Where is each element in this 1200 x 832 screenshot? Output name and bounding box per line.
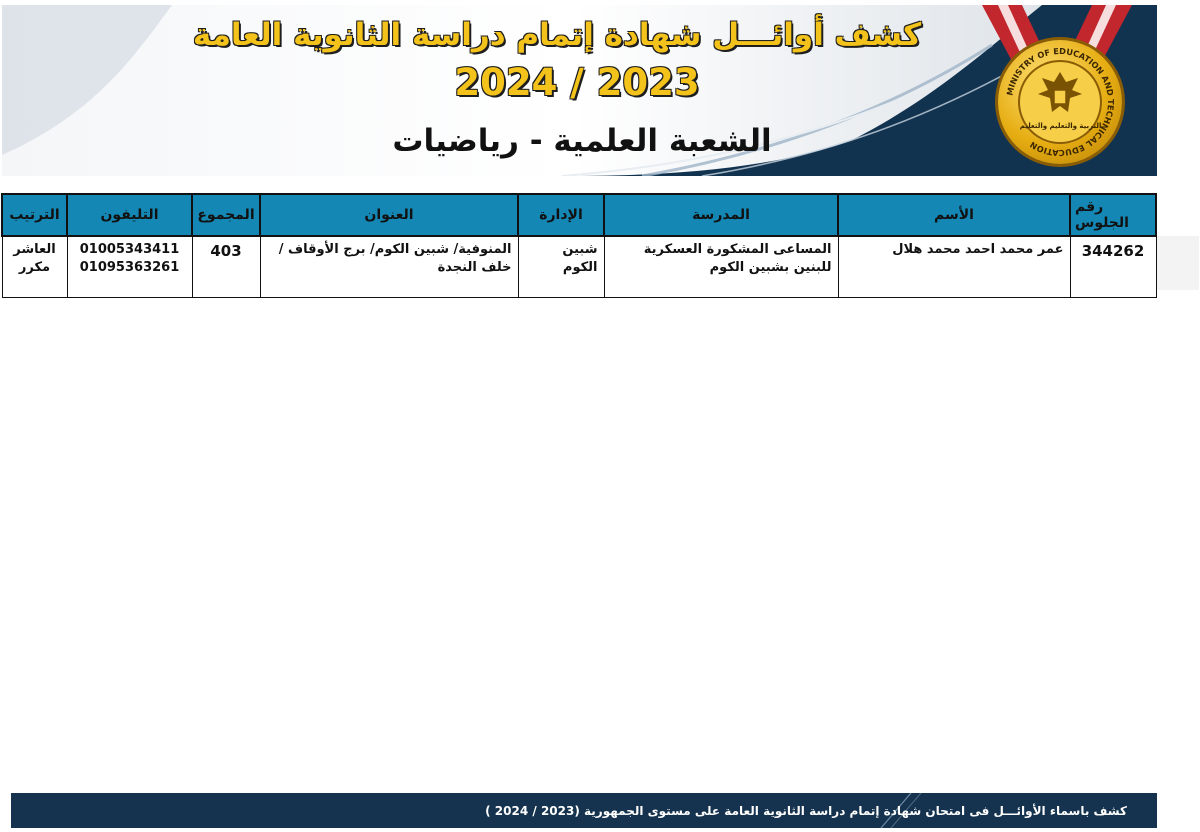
column-header-address: العنوان [260,194,518,236]
cell-address: المنوفية/ شبين الكوم/ برج الأوقاف / خلف النجدة [260,236,518,298]
banner-year: 2024 / 2023 [454,61,700,104]
banner-title: كشف أوائـــل شهادة إتمام دراسة الثانوية العامة [192,17,922,53]
row-overflow-shade [1157,236,1199,290]
seal-center [1018,60,1102,144]
column-header-administration: الإدارة [518,194,604,236]
phone-number-1: 01005343411 [79,242,180,257]
egypt-eagle-icon [1018,60,1102,144]
phone-number-2: 01095363261 [79,259,180,275]
cell-name: عمر محمد احمد محمد هلال [838,236,1070,298]
column-header-name: الأسم [838,194,1070,236]
ministry-seal [998,40,1122,164]
footer-bar [11,793,1157,828]
column-header-seat-number: رقم الجلوس [1070,194,1156,236]
results-table [1,193,1157,298]
svg-text:MINISTRY OF EDUCATION AND TECH: MINISTRY OF EDUCATION AND TECHNICAL EDUCATION [1004,45,1117,159]
table-row [2,236,1156,298]
column-header-rank: الترتيب [2,194,67,236]
cell-total: 403 [192,236,260,298]
seal-inner-text: التربية والتعليم والتعليم [1019,122,1102,130]
column-header-school: المدرسة [604,194,838,236]
footer-text: كشف باسماء الأوائـــل فى امتحان شهادة إتمام دراسة الثانوية العامة على مستوى الجمهورية (2023 / 2024 ) [485,804,1127,818]
cell-administration: شبين الكوم [518,236,604,298]
banner-branch: الشعبة العلمية - رياضيات [392,123,772,159]
cell-school: المساعى المشكورة العسكرية للبنين بشبين الكوم [604,236,838,298]
table-header-row [2,194,1156,236]
cell-seat-number: 344262 [1070,236,1156,298]
column-header-phone: التليفون [67,194,192,236]
rank-qualifier: مكرر [18,259,51,275]
cell-phone [67,236,192,298]
column-header-total: المجموع [192,194,260,236]
header-banner [2,5,1157,176]
rank-text: العاشر [13,242,56,257]
cell-rank [2,236,67,298]
